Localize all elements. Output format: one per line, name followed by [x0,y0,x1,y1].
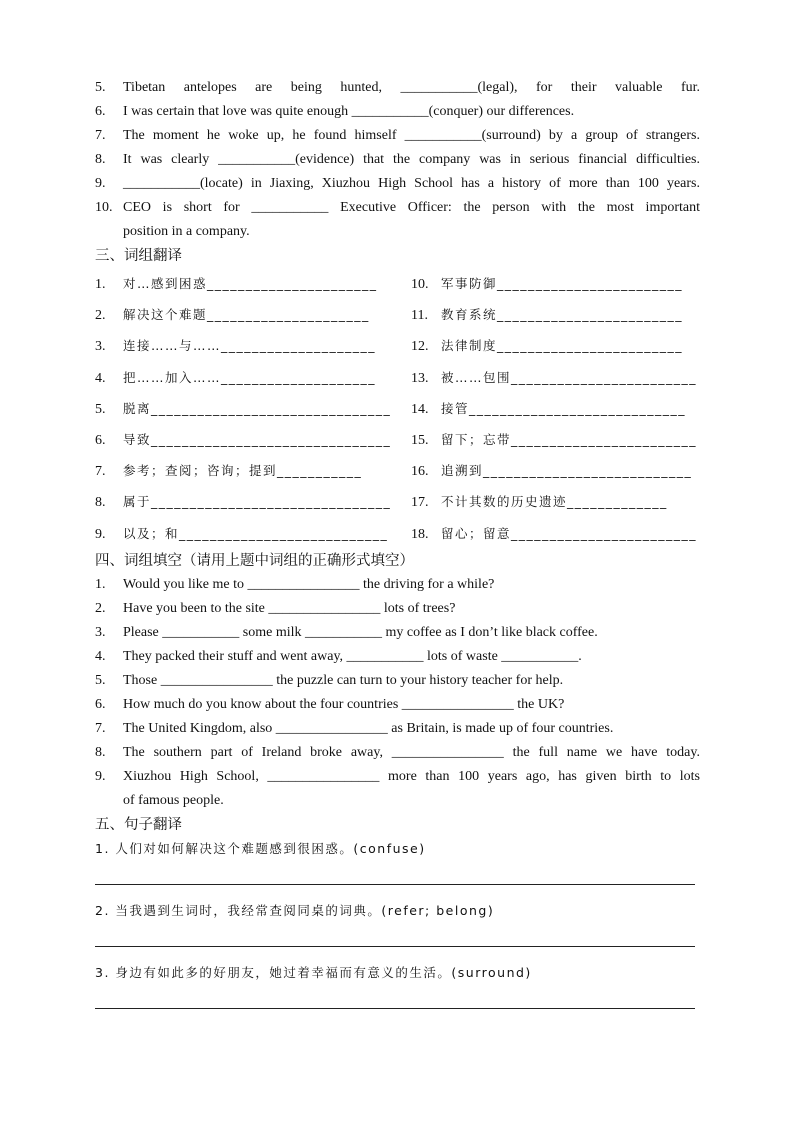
item-number: 2. [95,600,106,616]
section-heading-phrase-translation: 三、词组翻译 [95,248,182,264]
item-number: 6. [95,696,106,712]
phrase-item [411,362,700,394]
item-text: Tibetan antelopes are being hunted, ___________(legal), for their valuable fur. [123,80,700,95]
phrase-item [411,268,700,300]
item-number: 4. [95,648,106,664]
section-heading-phrase-fill: 四、词组填空（请用上题中词组的正确形式填空） [95,552,414,569]
item-text: The United Kingdom, also ________________ as Britain, is made up of four countries. [123,720,614,736]
grid-row [95,455,700,486]
answer-line[interactable] [95,1008,695,1009]
grid-row [95,330,700,361]
item-number: 10. [95,200,113,215]
item-number: 3. [95,339,106,355]
exercise-item [95,172,700,196]
exercise-item [95,196,700,220]
item-text: Please ___________ some milk ___________ my coffee as I don’t like black coffee. [123,624,598,640]
item-number: 6. [95,432,106,448]
grid-row [95,268,700,299]
item-number: 13. [411,370,429,386]
item-number: 5. [95,401,106,417]
item-number: 3. [95,624,106,640]
item-number: 16. [411,464,429,480]
item-number: 14. [411,401,429,417]
grid-row [95,393,700,424]
phrase-text: 追溯到___________________________ [441,463,693,479]
phrase-text: 把……加入……____________________ [123,369,377,385]
grid-row [95,424,700,455]
item-text: It was clearly ___________(evidence) that the company was in serious financial difficulties. [123,152,700,167]
translation-item [95,837,700,899]
item-number: 8. [95,152,106,167]
phrase-text: 脱离_______________________________ [123,400,392,416]
item-number: 17. [411,495,429,511]
exercise-item [95,693,700,717]
item-number: 1. [95,277,106,292]
exercise-item [95,717,700,741]
phrase-text: 留下；忘带________________________ [441,431,698,447]
item-text: Those ________________ the puzzle can turn to your history teacher for help. [123,672,564,688]
phrase-item [411,393,700,425]
item-text: CEO is short for ___________ Executive Officer: the person with the most important [123,200,700,215]
phrase-text: 留心；留意________________________ [441,525,698,541]
exercise-item [95,669,700,693]
phrase-item [95,486,392,518]
translation-item [95,899,700,961]
item-number: 6. [95,104,106,119]
translation-item [95,961,700,1023]
item-text: ___________(locate) in Jiaxing, Xiuzhou High School has a history of more than 100 years. [123,176,700,191]
item-text: I was certain that love was quite enough ___________(conquer) our differences. [123,104,575,119]
translation-prompt: 1. 人们对如何解决这个难题感到很困惑。(confuse) [95,840,426,856]
item-text: They packed their stuff and went away, ___________ lots of waste ___________. [123,648,582,664]
item-text: The southern part of Ireland broke away, ________________ the full name we have today. [123,744,700,760]
item-number: 7. [95,720,106,736]
item-number: 12. [411,339,429,355]
phrase-text: 法律制度________________________ [441,338,684,354]
translation-prompt: 3. 身边有如此多的好朋友，她过着幸福而有意义的生活。(surround) [95,964,532,980]
phrase-item [411,486,700,518]
phrase-text: 教育系统________________________ [441,307,684,323]
exercise-item [95,597,700,621]
grid-row [95,299,700,330]
exercise-item [95,621,700,645]
grid-row [95,518,700,549]
exercise-item [95,645,700,669]
phrase-item [95,393,392,425]
phrase-item [95,455,383,487]
exercise-item [95,148,700,172]
worksheet-page [95,76,700,1023]
phrase-text: 导致_______________________________ [123,431,392,447]
phrase-translation-grid [95,268,700,549]
exercise-item [95,765,700,789]
item-text: How much do you know about the four countries ________________ the UK? [123,696,565,712]
item-text: The moment he woke up, he found himself ___________(surround) by a group of strangers. [123,128,700,143]
exercise-item [95,573,700,597]
item-number: 5. [95,672,106,688]
phrase-item [95,518,389,550]
item-number: 10. [411,277,429,292]
phrase-text: 属于_______________________________ [123,494,392,510]
item-text: Xiuzhou High School, ________________ more than 100 years ago, has given birth to lots [123,768,700,784]
phrase-text: 解决这个难题_____________________ [123,307,370,323]
item-number: 2. [95,308,106,324]
exercise-item [95,741,700,765]
phrase-item [95,330,383,362]
item-text: Would you like me to ________________ the driving for a while? [123,576,495,592]
phrase-text: 接管____________________________ [441,400,687,416]
grid-row [95,362,700,393]
answer-line[interactable] [95,946,695,947]
item-number: 18. [411,526,429,542]
translation-prompt: 2. 当我遇到生词时，我经常查阅同桌的词典。(refer; belong) [95,902,495,918]
item-number: 9. [95,526,106,542]
item-number: 11. [411,308,428,324]
phrase-text: 参考；查阅；咨询；提到___________ [123,463,363,479]
item-number: 8. [95,744,106,760]
item-number: 1. [95,576,106,592]
item-number: 9. [95,768,106,784]
phrase-item [411,455,700,487]
phrase-item [411,299,700,331]
item-number: 15. [411,432,429,448]
phrase-item [95,362,383,394]
phrase-text: 对…感到困惑______________________ [123,276,378,291]
word-form-exercise [95,76,700,244]
item-continuation: of famous people. [123,792,224,808]
exercise-item [95,100,700,124]
phrase-text: 被……包围________________________ [441,369,698,385]
answer-line[interactable] [95,884,695,885]
phrase-text: 军事防御________________________ [441,276,684,291]
exercise-item [95,124,700,148]
phrase-text: 不计其数的历史遗迹_____________ [441,494,668,510]
sentence-translation-exercise [95,837,700,1023]
grid-row [95,486,700,517]
item-continuation: position in a company. [123,224,250,239]
item-number: 5. [95,80,106,95]
phrase-text: 以及；和___________________________ [123,525,389,541]
exercise-item [95,76,700,100]
item-number: 7. [95,464,106,480]
section-heading-sentence-translation: 五、句子翻译 [95,816,182,833]
phrase-text: 连接……与……____________________ [123,338,377,354]
phrase-item [95,299,383,331]
item-number: 7. [95,128,106,143]
phrase-item [411,330,700,362]
item-text: Have you been to the site ________________ lots of trees? [123,600,456,616]
phrase-item [95,424,392,456]
phrase-fill-exercise [95,573,700,813]
phrase-item [95,268,383,300]
phrase-item [411,424,700,456]
item-number: 9. [95,176,106,191]
item-number: 4. [95,370,106,386]
item-number: 8. [95,495,106,511]
phrase-item [411,518,700,550]
